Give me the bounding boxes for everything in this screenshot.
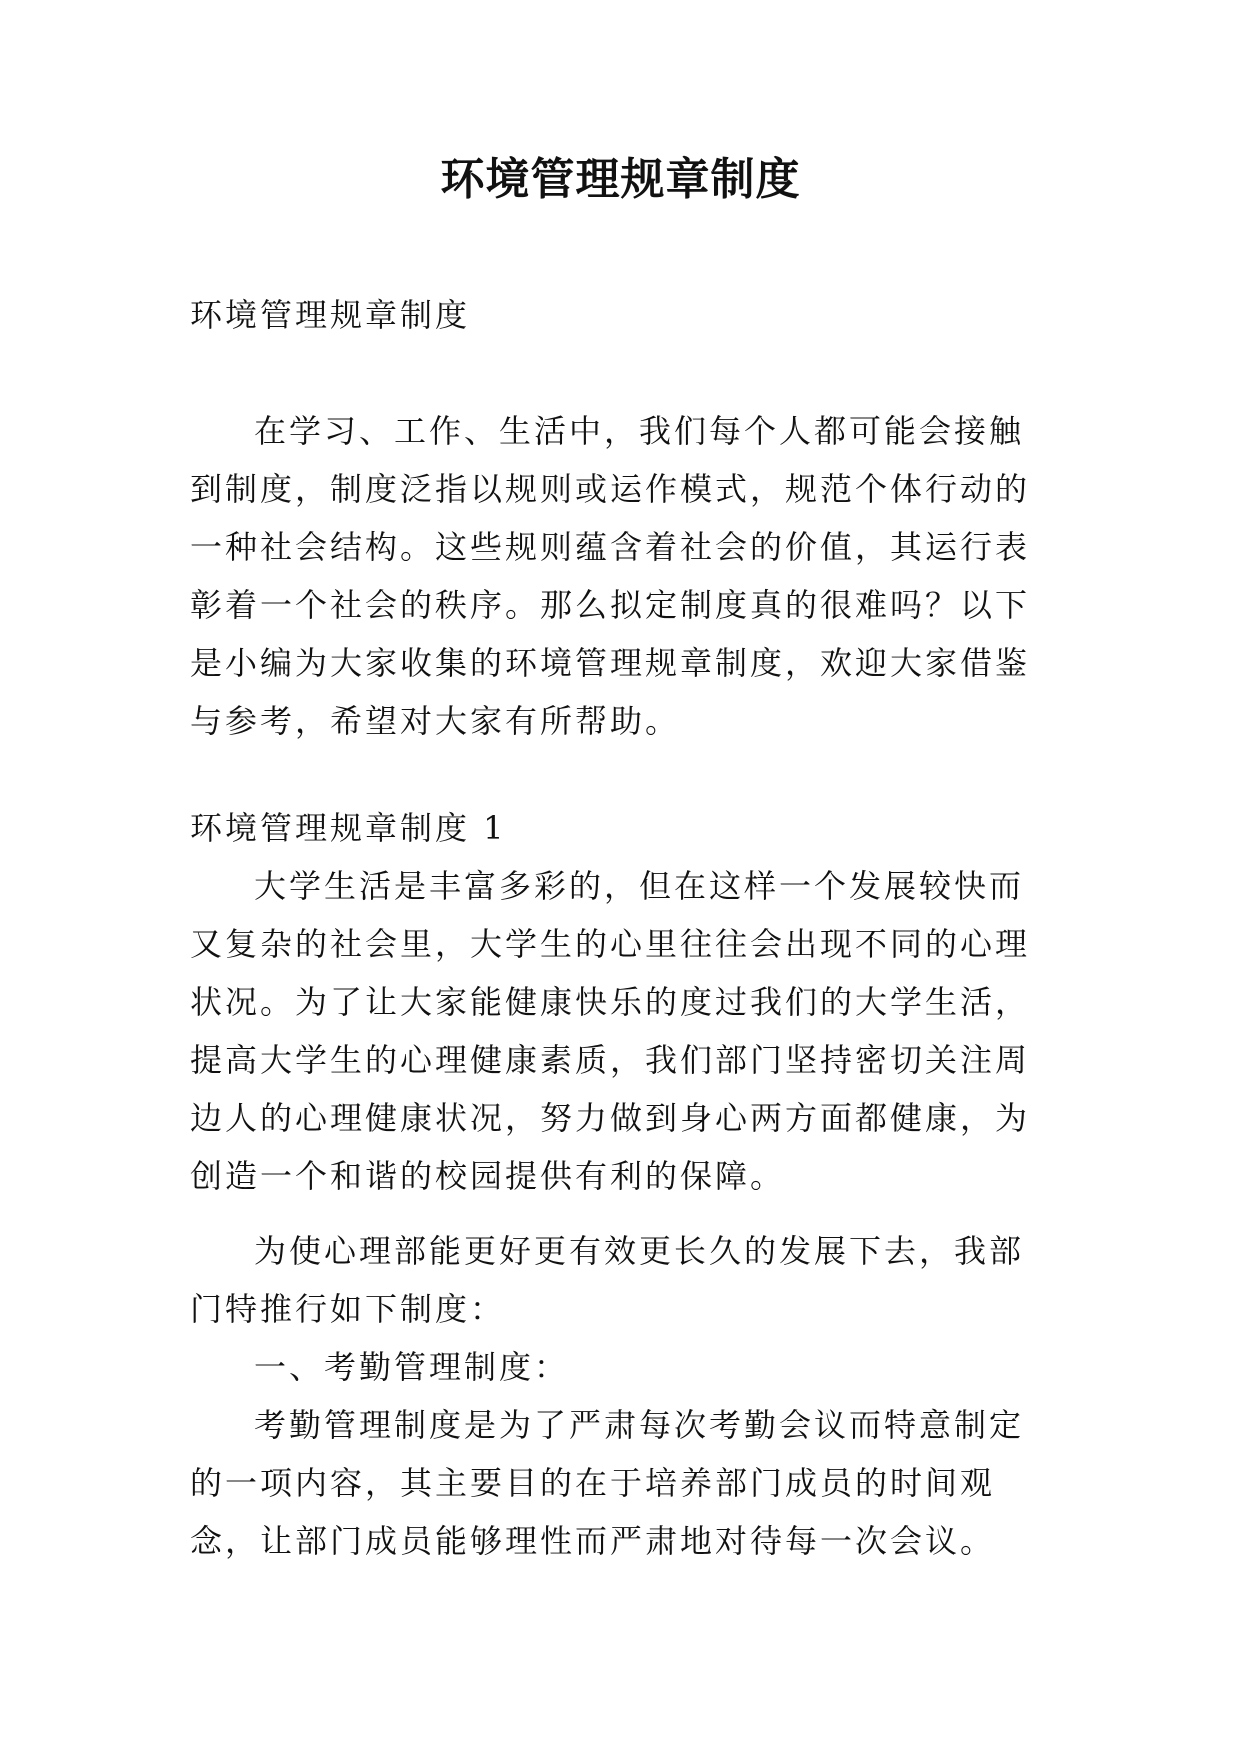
section-paragraph-2: 为使心理部能更好更有效更长久的发展下去，我部门特推行如下制度： <box>190 1232 1025 1328</box>
document-title: 环境管理规章制度 <box>440 154 801 205</box>
document-subtitle: 环境管理规章制度 <box>190 296 471 334</box>
item-heading: 一、考勤管理制度： <box>254 1348 570 1386</box>
item-paragraph: 考勤管理制度是为了严肃每次考勤会议而特意制定的一项内容，其主要目的在于培养部门成员的时间观念，让部门成员能够理性而严肃地对待每一次会议。 <box>190 1406 1025 1560</box>
intro-paragraph: 在学习、工作、生活中，我们每个人都可能会接触到制度，制度泛指以规则或运作模式，规范个体行动的一种社会结构。这些规则蕴含着社会的价值，其运行表彰着一个社会的秩序。那么拟定制度真的很难吗？以下是小编为大家收集的环境管理规章制度，欢迎大家借鉴与参考，希望对大家有所帮助。 <box>190 412 1031 740</box>
section-heading: 环境管理规章制度 1 <box>190 809 507 847</box>
section-paragraph-1: 大学生活是丰富多彩的，但在这样一个发展较快而又复杂的社会里，大学生的心里往往会出现不同的心理状况。为了让大家能健康快乐的度过我们的大学生活，提高大学生的心理健康素质，我们部门坚持密切关注周边人的心理健康状况，努力做到身心两方面都健康，为创造一个和谐的校园提供有利的保障。 <box>190 867 1031 1195</box>
